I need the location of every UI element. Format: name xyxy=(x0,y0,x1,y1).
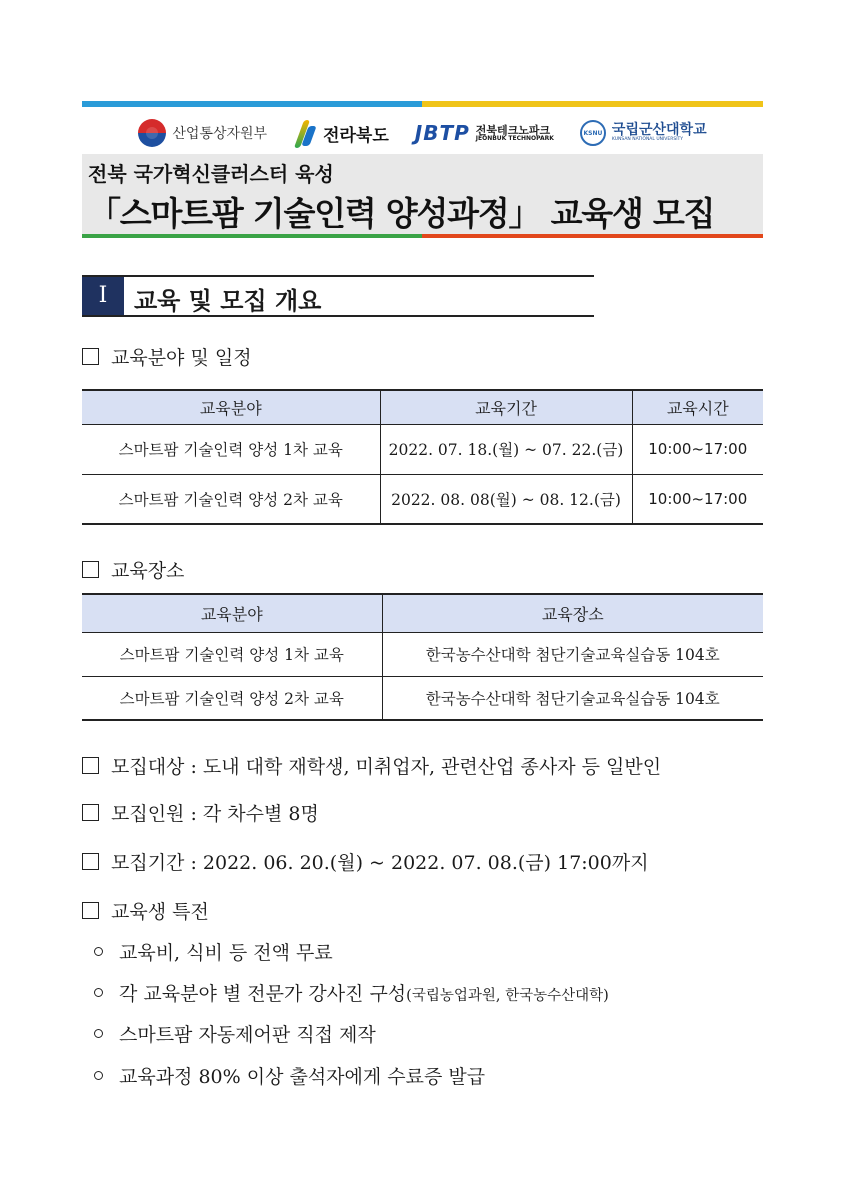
column-header: 교육분야 xyxy=(82,594,382,632)
schedule-table xyxy=(82,389,763,525)
column-header: 교육시간 xyxy=(632,390,763,424)
table-header-row xyxy=(82,594,763,632)
jeonbuk-mark-icon xyxy=(293,118,317,148)
table-cell: 스마트팜 기술인력 양성 2차 교육 xyxy=(82,474,380,524)
table-row xyxy=(82,424,763,474)
benefit-item: 스마트팜 자동제어판 직접 제작 xyxy=(94,1020,376,1047)
jbtp-logo: JBTP 전북테크노파크 JEONBUK TECHNOPARK xyxy=(414,121,554,145)
checkbox-square-icon xyxy=(82,853,99,870)
circle-bullet-icon xyxy=(94,988,103,997)
table-row xyxy=(82,676,763,720)
benefit-item: 교육과정 80% 이상 출석자에게 수료증 발급 xyxy=(94,1062,485,1089)
taegeuk-icon xyxy=(138,119,166,147)
checkbox-square-icon xyxy=(82,804,99,821)
checkbox-square-icon xyxy=(82,902,99,919)
table-cell: 10:00~17:00 xyxy=(632,424,763,474)
ksnu-logo: KSNU 국립군산대학교 KUNSAN NATIONAL UNIVERSITY xyxy=(580,120,707,146)
table-cell: 한국농수산대학 첨단기술교육실습동 104호 xyxy=(382,676,763,720)
benefit-item: 교육비, 식비 등 전액 무료 xyxy=(94,938,333,965)
table-cell: 스마트팜 기술인력 양성 1차 교육 xyxy=(82,424,380,474)
circle-bullet-icon xyxy=(94,1029,103,1038)
title-box xyxy=(82,154,763,238)
table-row xyxy=(82,632,763,676)
benefit-item: 각 교육분야 별 전문가 강사진 구성(국립농업과원, 한국농수산대학) xyxy=(94,979,609,1006)
schedule-heading: 교육분야 및 일정 xyxy=(82,343,252,370)
section-number: I xyxy=(82,277,124,315)
checkbox-square-icon xyxy=(82,757,99,774)
benefits-heading: 교육생 특전 xyxy=(82,897,209,924)
recruit-period: 모집기간 : 2022. 06. 20.(월) ~ 2022. 07. 08.(금) 17:00까지 xyxy=(82,848,649,875)
table-header-row xyxy=(82,390,763,424)
recruit-count: 모집인원 : 각 차수별 8명 xyxy=(82,799,319,826)
column-header: 교육장소 xyxy=(382,594,763,632)
location-table xyxy=(82,593,763,721)
checkbox-square-icon xyxy=(82,348,99,365)
title-color-underline xyxy=(82,234,763,238)
ministry-logo: 산업통상자원부 xyxy=(138,119,267,147)
title-line-1: 전북 국가혁신클러스터 육성 xyxy=(88,162,334,186)
table-cell: 2022. 08. 08(월) ~ 08. 12.(금) xyxy=(380,474,632,524)
section-title: 교육 및 모집 개요 xyxy=(134,287,322,315)
table-cell: 스마트팜 기술인력 양성 1차 교육 xyxy=(82,632,382,676)
circle-bullet-icon xyxy=(94,947,103,956)
section-header xyxy=(82,275,594,317)
table-cell: 2022. 07. 18.(월) ~ 07. 22.(금) xyxy=(380,424,632,474)
circle-bullet-icon xyxy=(94,1071,103,1080)
ksnu-seal-icon: KSNU xyxy=(580,120,606,146)
checkbox-square-icon xyxy=(82,561,99,578)
province-logo: 전라북도 xyxy=(293,118,389,148)
table-cell: 스마트팜 기술인력 양성 2차 교육 xyxy=(82,676,382,720)
recruit-target: 모집대상 : 도내 대학 재학생, 미취업자, 관련산업 종사자 등 일반인 xyxy=(82,752,661,779)
table-cell: 한국농수산대학 첨단기술교육실습동 104호 xyxy=(382,632,763,676)
location-heading: 교육장소 xyxy=(82,556,184,583)
header-color-bar xyxy=(82,101,763,107)
logo-row xyxy=(82,112,763,154)
column-header: 교육기간 xyxy=(380,390,632,424)
benefit-note: (국립농업과원, 한국농수산대학) xyxy=(406,988,609,1004)
column-header: 교육분야 xyxy=(82,390,380,424)
table-row xyxy=(82,474,763,524)
title-line-2: 「스마트팜 기술인력 양성과정」 교육생 모집 xyxy=(88,194,715,233)
table-cell: 10:00~17:00 xyxy=(632,474,763,524)
